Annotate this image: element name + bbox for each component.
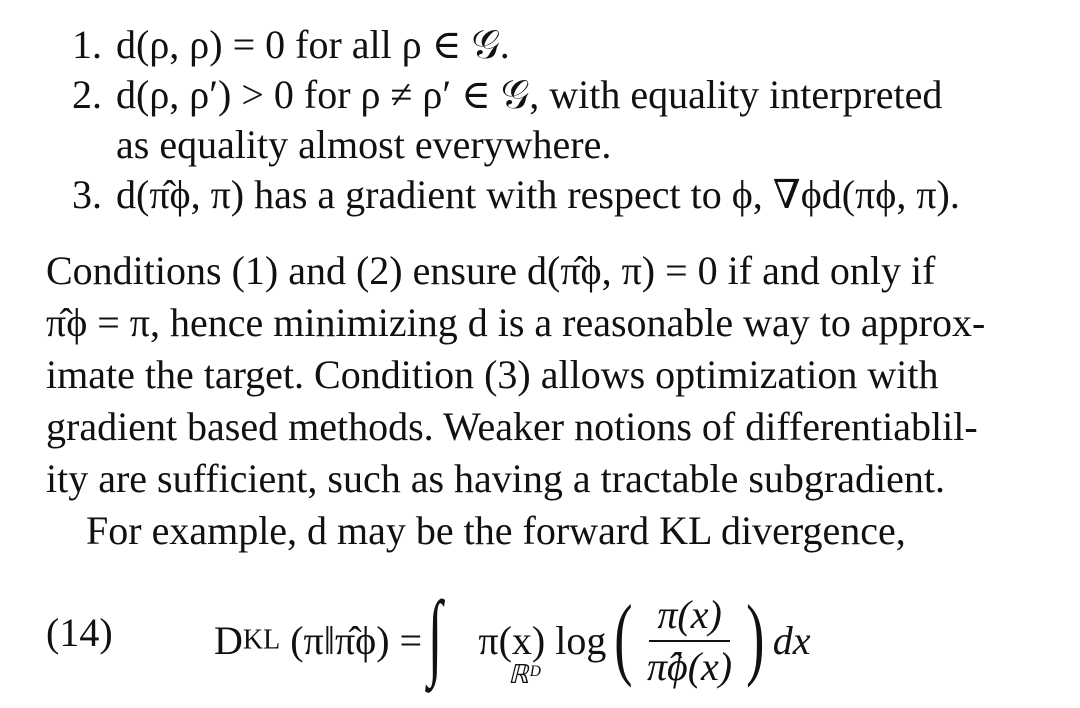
integrand-prefix: π(x) log bbox=[478, 618, 607, 663]
fraction-numerator: π(x) bbox=[649, 592, 729, 642]
paragraph-line: ity are sufficient, such as having a tractable subgradient. bbox=[46, 456, 945, 501]
fraction bbox=[647, 592, 732, 690]
paragraph-line: π̂ϕ = π, hence minimizing d is a reasonable way to approx- bbox=[46, 300, 986, 345]
differential: dx bbox=[772, 618, 811, 663]
kl-arguments: (π‖π̂ϕ) = bbox=[290, 618, 423, 663]
integral-domain: ℝᴰ bbox=[508, 660, 542, 689]
list-item-2 bbox=[46, 70, 942, 120]
paragraph-line: imate the target. Condition (3) allows optimization with bbox=[46, 352, 939, 397]
list-text: as equality almost everywhere. bbox=[116, 122, 612, 167]
kl-subscript: KL bbox=[242, 624, 281, 656]
list-text: d(ρ, ρ′) > 0 for ρ ≠ ρ′ ∈ 𝒢, with equality interpreted bbox=[116, 72, 943, 117]
list-item-1 bbox=[46, 20, 510, 70]
right-paren: ) bbox=[746, 585, 765, 688]
fraction-denominator: π̂ϕ(x) bbox=[646, 643, 733, 689]
list-number: 3. bbox=[72, 172, 102, 217]
left-paren: ( bbox=[614, 585, 633, 688]
integral-sign: ∫ bbox=[428, 581, 443, 688]
list-text: d(π̂ϕ, π) has a gradient with respect to ϕ, ∇ϕd(πϕ, π). bbox=[116, 172, 960, 217]
list-item-2-continuation bbox=[116, 120, 611, 170]
paragraph2-line: For example, d may be the forward KL divergence, bbox=[86, 508, 906, 553]
paragraph-line: gradient based methods. Weaker notions of differentiablil- bbox=[46, 404, 978, 449]
list-number: 1. bbox=[72, 22, 102, 67]
list-item-3 bbox=[46, 170, 960, 220]
list-number: 2. bbox=[72, 72, 102, 117]
paragraph-line: Conditions (1) and (2) ensure d(π̂ϕ, π) = 0 if and only if bbox=[46, 248, 936, 293]
kl-symbol: D bbox=[214, 618, 243, 663]
list-text: d(ρ, ρ) = 0 for all ρ ∈ 𝒢. bbox=[116, 22, 510, 67]
equation-number: (14) bbox=[46, 610, 113, 655]
